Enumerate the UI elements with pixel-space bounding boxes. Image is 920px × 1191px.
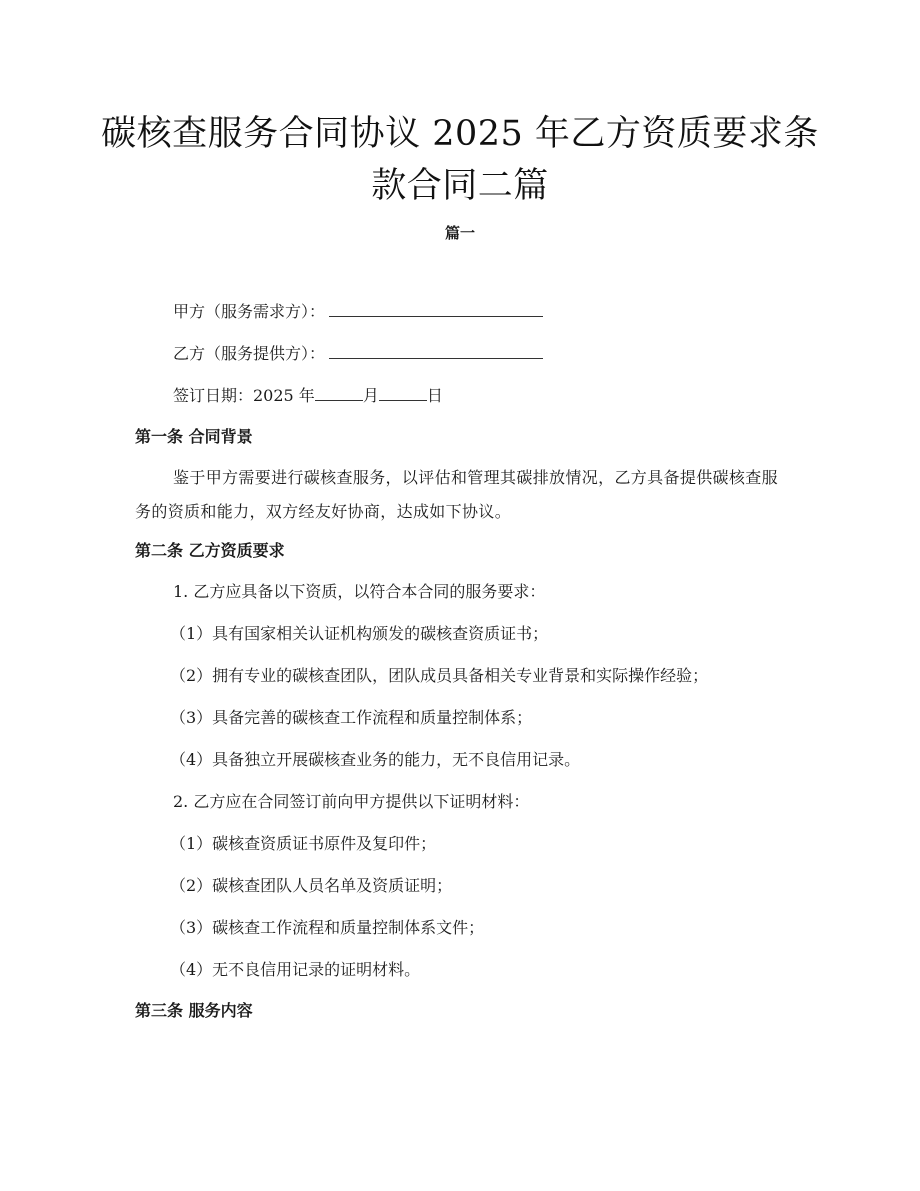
- article-1-paragraph: 鉴于甲方需要进行碳核查服务，以评估和管理其碳排放情况，乙方具备提供碳核查服务的资质和能力，双方经友好协商，达成如下协议。: [135, 468, 778, 521]
- article-2-heading: 第二条 乙方资质要求: [135, 541, 285, 560]
- list-item: （3）具备完善的碳核查工作流程和质量控制体系；: [170, 708, 533, 727]
- section-1-label: 1. 乙方应具备以下资质，以符合本合同的服务要求：: [173, 582, 546, 601]
- party-a-blank: [329, 300, 543, 317]
- party-a-line: [173, 300, 543, 323]
- list-item: （2）碳核查团队人员名单及资质证明；: [170, 876, 453, 895]
- document-title: [100, 110, 820, 214]
- party-b-label: 乙方（服务提供方）：: [173, 344, 326, 363]
- list-item: （2）拥有专业的碳核查团队，团队成员具备相关专业背景和实际操作经验；: [170, 666, 709, 685]
- party-b-blank: [329, 342, 543, 359]
- month-label: 月: [362, 386, 379, 405]
- section-subtitle: 篇一: [444, 224, 475, 242]
- list-item: （4）无不良信用记录的证明材料。: [170, 960, 421, 979]
- list-item: （1）具有国家相关认证机构颁发的碳核查资质证书；: [170, 624, 549, 643]
- sign-date-line: [173, 384, 443, 407]
- title-line-2: 款合同二篇: [371, 166, 549, 206]
- list-item: （4）具备独立开展碳核查业务的能力，无不良信用记录。: [170, 750, 581, 769]
- party-b-line: [173, 342, 543, 365]
- day-blank: [379, 384, 427, 401]
- article-1-heading: 第一条 合同背景: [135, 427, 253, 446]
- party-a-label: 甲方（服务需求方）：: [173, 302, 326, 321]
- sign-date-label: 签订日期：2025 年: [173, 386, 315, 405]
- section-2-label: 2. 乙方应在合同签订前向甲方提供以下证明材料：: [173, 792, 530, 811]
- day-label: 日: [426, 386, 443, 405]
- list-item: （3）碳核查工作流程和质量控制体系文件；: [170, 918, 485, 937]
- month-blank: [315, 384, 363, 401]
- title-line-1: 碳核查服务合同协议 2025 年乙方资质要求条: [101, 114, 819, 154]
- article-3-heading: 第三条 服务内容: [135, 1001, 253, 1020]
- list-item: （1）碳核查资质证书原件及复印件；: [170, 834, 437, 853]
